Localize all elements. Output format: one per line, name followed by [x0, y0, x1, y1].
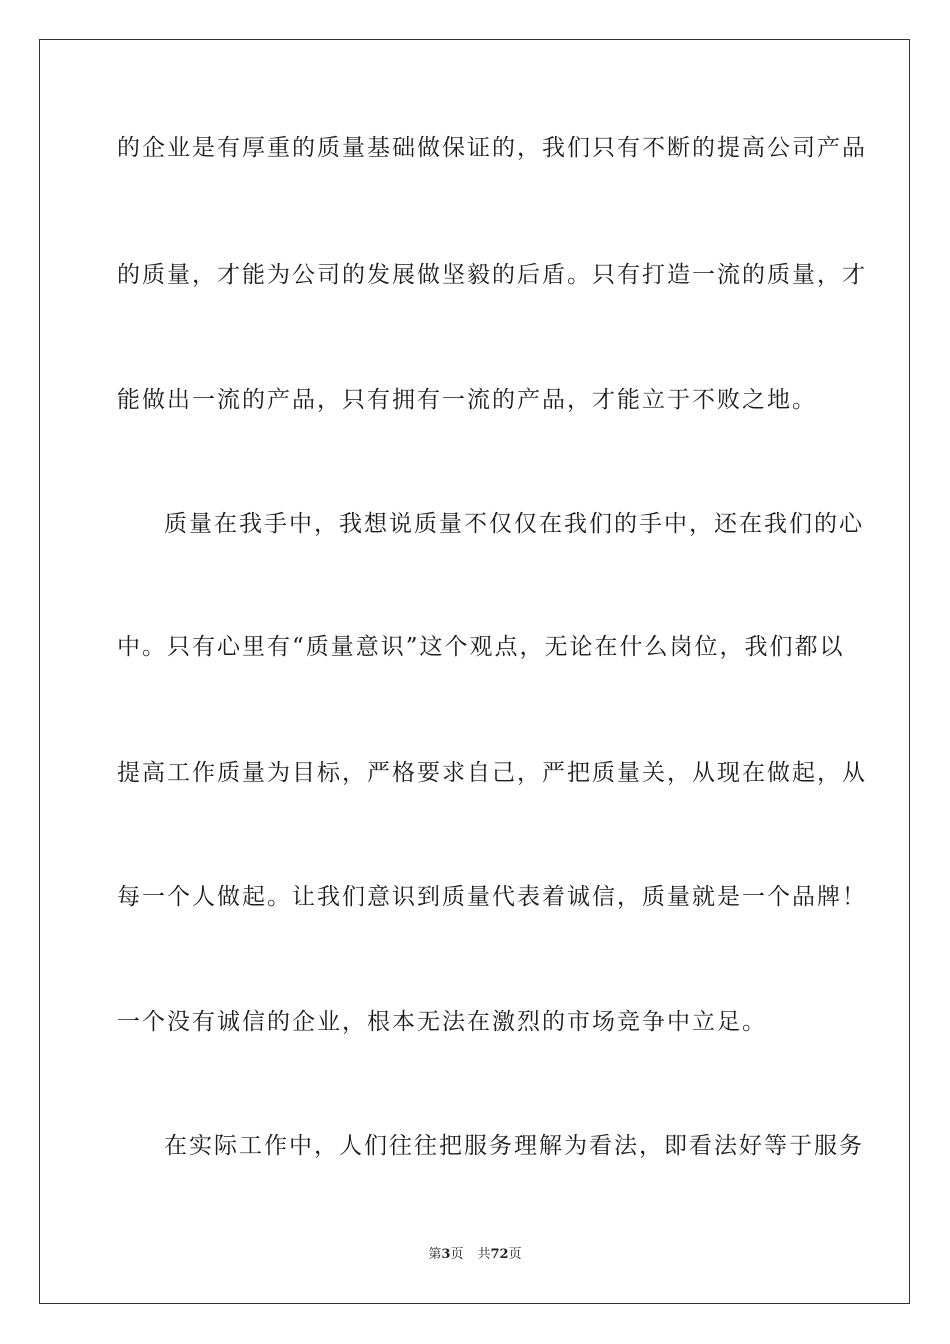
- body-line-2: 的质量，才能为公司的发展做坚毅的后盾。只有打造一流的质量，才: [117, 262, 867, 288]
- footer-total-prefix: 共: [477, 1247, 491, 1262]
- body-line-5: 中。只有心里有“质量意识”这个观点，无论在什么岗位，我们都以: [117, 634, 845, 660]
- body-line-8: 一个没有诚信的企业，根本无法在激烈的市场竞争中立足。: [117, 1009, 767, 1035]
- body-line-1: 的企业是有厚重的质量基础做保证的，我们只有不断的提高公司产品: [117, 135, 867, 161]
- footer-total-pages: 72: [490, 1247, 509, 1262]
- footer-total-suffix: 页: [508, 1247, 522, 1262]
- footer-page-suffix: 页: [450, 1247, 464, 1262]
- body-line-7: 每一个人做起。让我们意识到质量代表着诚信，质量就是一个品牌！: [117, 884, 867, 910]
- body-line-3: 能做出一流的产品，只有拥有一流的产品，才能立于不败之地。: [117, 387, 817, 413]
- body-line-4: 质量在我手中，我想说质量不仅仅在我们的手中，还在我们的心: [164, 511, 864, 537]
- page-footer: [0, 1246, 950, 1264]
- body-line-6: 提高工作质量为目标，严格要求自己，严把质量关，从现在做起，从: [117, 760, 867, 786]
- footer-page-prefix: 第: [428, 1247, 442, 1262]
- body-line-9: 在实际工作中，人们往往把服务理解为看法，即看法好等于服务: [164, 1133, 864, 1159]
- page-border: [39, 39, 910, 1304]
- footer-page-number: 3: [441, 1247, 451, 1262]
